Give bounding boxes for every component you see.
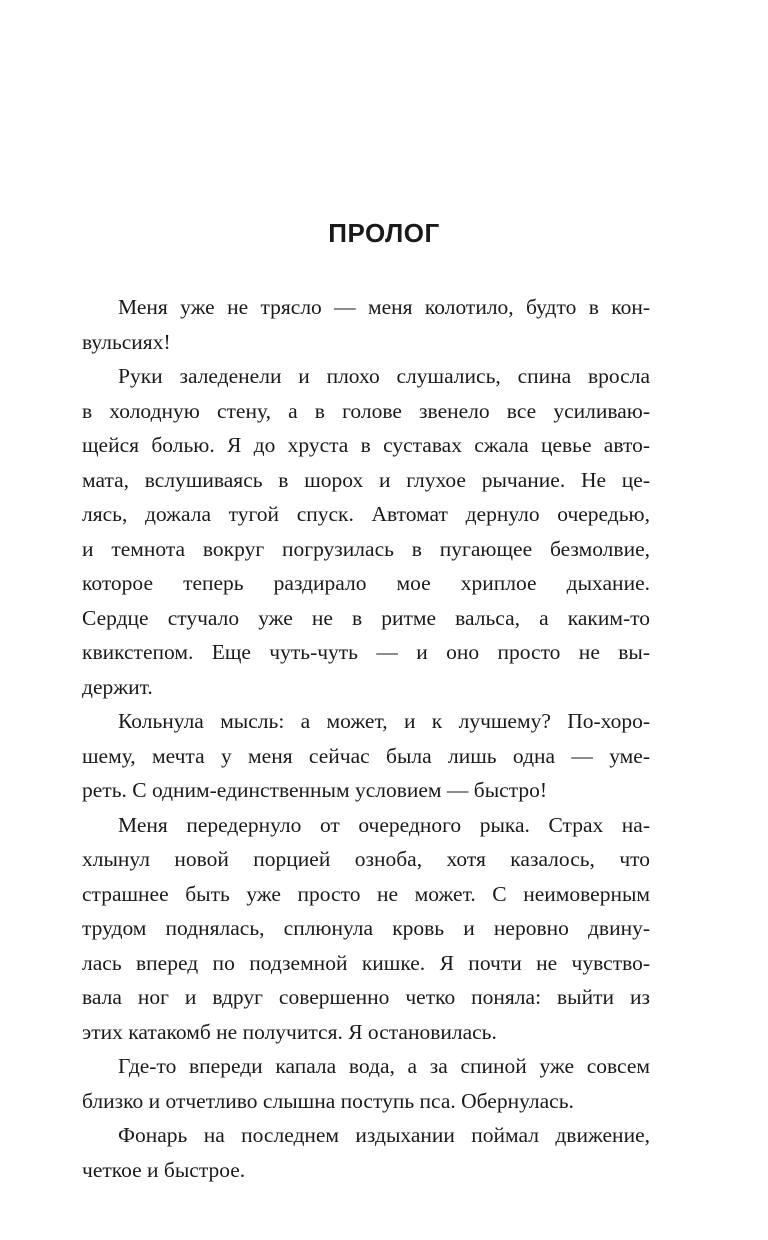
chapter-body — [82, 290, 650, 1187]
text-line: шему, мечта у меня сейчас была лишь одна — уме- — [82, 743, 650, 768]
text-line: страшнее быть уже просто не может. С неимоверным — [82, 881, 650, 906]
text-line: Сердце стучало уже не в ритме вальса, а каким-то — [82, 605, 650, 630]
paragraph-4 — [82, 808, 650, 1050]
paragraph-3 — [82, 704, 650, 808]
text-line: лясь, дожала тугой спуск. Автомат дернуло очередью, — [82, 502, 650, 526]
chapter-title: ПРОЛОГ — [328, 218, 440, 248]
text-line: щейся болью. Я до хруста в суставах сжала цевье авто- — [82, 433, 650, 457]
text-line: которое теперь раздирало мое хриплое дыхание. — [82, 571, 650, 595]
text-line: Где-то впереди капала вода, а за спиной уже совсем — [118, 1054, 650, 1078]
text-line: лась вперед по подземной кишке. Я почти не чувство- — [82, 950, 650, 975]
text-line: четкое и быстрое. — [82, 1157, 246, 1182]
text-line: в холодную стену, а в голове звенело все усиливаю- — [82, 398, 650, 423]
text-line: квикстепом. Еще чуть-чуть — и оно просто не вы- — [82, 640, 650, 664]
text-line: Руки заледенели и плохо слушались, спина вросла — [118, 364, 650, 388]
paragraph-1 — [82, 290, 650, 359]
text-line: Меня уже не трясло — меня колотило, будто в кон- — [118, 295, 650, 319]
text-line: вала ног и вдруг совершенно четко поняла: выйти из — [82, 985, 650, 1009]
paragraph-2 — [82, 359, 650, 704]
text-line: вульсиях! — [82, 329, 171, 354]
text-line: реть. С одним-единственным условием — быстро! — [82, 778, 548, 802]
paragraph-6 — [82, 1118, 650, 1187]
text-line: Меня передернуло от очередного рыка. Страх на- — [118, 812, 650, 837]
text-line: держит. — [82, 674, 153, 699]
text-line: трудом поднялась, сплюнула кровь и неровно двину- — [82, 916, 650, 940]
text-line: Фонарь на последнем издыхании поймал движение, — [118, 1123, 650, 1147]
text-line: и темнота вокруг погрузилась в пугающее безмолвие, — [82, 536, 650, 561]
text-line: мата, вслушиваясь в шорох и глухое рычание. Не це- — [82, 467, 650, 492]
text-line: близко и отчетливо слышна поступь пса. Обернулась. — [82, 1088, 574, 1113]
paragraph-5 — [82, 1049, 650, 1118]
text-line: хлынул новой порцией озноба, хотя казалось, что — [82, 847, 650, 871]
text-line: этих катакомб не получится. Я остановилась. — [82, 1019, 497, 1044]
text-line: Кольнула мысль: а может, и к лучшему? По-хоро- — [118, 709, 650, 733]
